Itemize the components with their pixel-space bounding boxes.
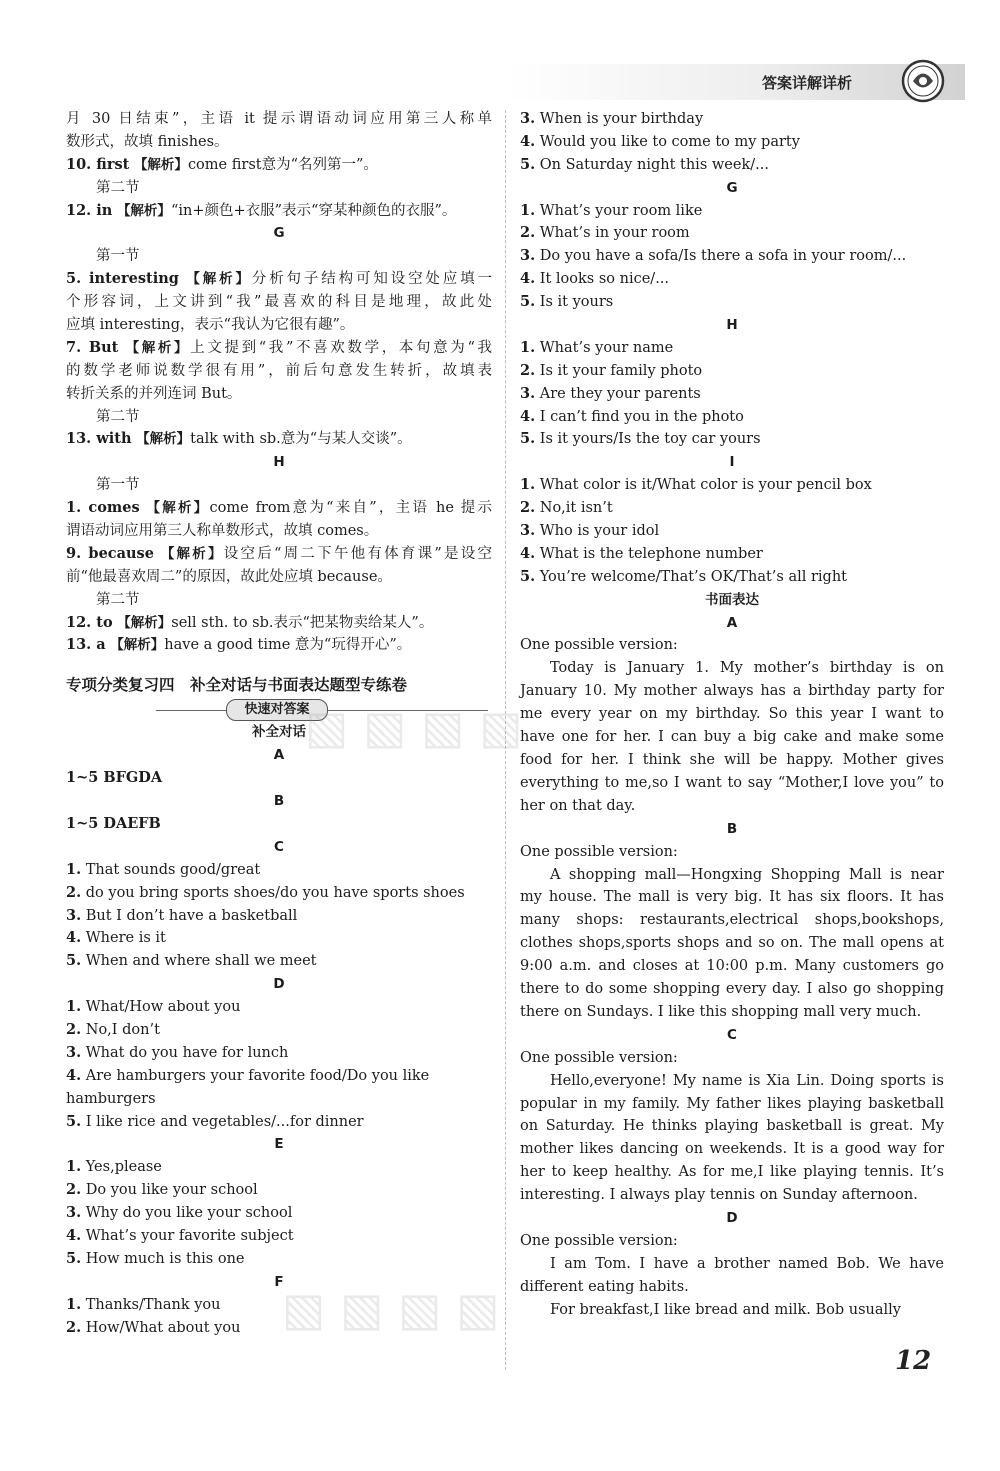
list-item: 1. What’s your name — [520, 338, 674, 356]
text-line: 转折关系的并列连词 But。 — [66, 385, 242, 402]
list-item: 2. Is it your family photo — [520, 361, 703, 379]
group-heading: C — [274, 838, 284, 855]
list-item: 4. Would you like to come to my party — [520, 132, 800, 150]
answer-q13b — [66, 634, 492, 657]
analysis-text: talk with sb.意为“与某人交谈”。 — [190, 431, 412, 448]
answer-q1 — [66, 497, 492, 520]
list-item: 5. Is it yours — [520, 293, 614, 311]
analysis-text: sell sth. to sb.表示“把某物卖给某人”。 — [171, 614, 434, 631]
list-item: 5. Is it yours/Is the toy car yours — [520, 430, 761, 448]
analysis-text: 分析句子结构可知设空处应填一 — [251, 271, 492, 288]
answer-q10 — [66, 154, 492, 177]
page-number: 12 — [895, 1346, 932, 1376]
group-heading: E — [274, 1136, 284, 1153]
answer-number: 10. first — [66, 155, 130, 173]
answer-number: 13. a — [66, 636, 106, 654]
answer-key-b: 1~5 DAEFB — [66, 814, 161, 832]
watermark-icon: ▧ ▧ ▧ ▧ — [305, 700, 523, 754]
list-item: 4. Are hamburgers your favorite food/Do you like — [66, 1066, 430, 1084]
answer-number: 5. interesting — [66, 270, 179, 288]
list-item: 5. How much is this one — [66, 1249, 245, 1267]
list-item: 5. When and where shall we meet — [66, 952, 317, 970]
list-item: 1. What color is it/What color is your pencil box — [520, 476, 872, 494]
list-item: 2. Do you like your school — [66, 1181, 258, 1199]
essay-d-cont: For breakfast,I like bread and milk. Bob usually — [550, 1301, 901, 1318]
text-line: 应填 interesting，表示“我认为它很有趣”。 — [66, 317, 355, 334]
list-item: 2. What’s in your room — [520, 224, 690, 242]
answer-number: 12. in — [66, 201, 113, 219]
watermark-icon: ▧ ▧ ▧ ▧ — [282, 1282, 500, 1336]
list-item: 4. I can’t find you in the photo — [520, 407, 744, 425]
version-label: One possible version: — [520, 1049, 678, 1066]
list-item: 4. What is the telephone number — [520, 544, 763, 562]
text-line: 谓语动词应用第三人称单数形式，故填 comes。 — [66, 523, 379, 540]
group-heading: H — [726, 317, 738, 334]
section-title: 专项分类复习四 补全对话与书面表达题型专练卷 — [66, 676, 408, 695]
list-item-cont: hamburgers — [66, 1090, 156, 1107]
analysis-tag: 【解析】 — [117, 614, 172, 631]
group-heading: G — [726, 179, 738, 196]
analysis-text: come from意为“来自”，主语 he 提示 — [209, 500, 492, 517]
text-line: 个形容词，上文讲到“我”最喜欢的科目是地理，故此处 — [66, 294, 492, 311]
essay-b: A shopping mall—Hongxing Shopping Mall is near my house. The mall is very big. It has six floors. It has many shops: restaurants,electrical shops,bookshops, clothes shops,sports shops and so on. The mall opens at 9:00 a.m. and closes at 10:00 p.m. Many customers go there to do some shopping every day. I also go shopping there on Sundays. I like this shopping mall very much. — [520, 866, 944, 1020]
analysis-tag: 【解析】 — [133, 156, 188, 173]
answer-q5 — [66, 268, 492, 291]
section-label: 第二节 — [96, 179, 140, 196]
essay-c: Hello,everyone! My name is Xia Lin. Doing sports is popular in my family. My father likes playing basketball on Saturday. He thinks playing basketball is great. My mother likes dancing on weekends. It is a good way for her to keep healthy. As for me,I like playing tennis. It’s interesting. I always play tennis on Sunday afternoon. — [520, 1072, 944, 1204]
list-item: 2. do you bring sports shoes/do you have sports shoes — [66, 883, 465, 901]
list-item: 3. What do you have for lunch — [66, 1043, 289, 1061]
group-heading: C — [727, 1026, 737, 1043]
group-heading: F — [274, 1273, 284, 1290]
section-label: 第一节 — [96, 248, 140, 265]
list-item: 2. How/What about you — [66, 1318, 241, 1336]
list-item: 1. Thanks/Thank you — [66, 1295, 221, 1313]
group-heading: B — [273, 793, 285, 810]
answer-number: 13. with — [66, 430, 132, 448]
right-column — [520, 108, 944, 1322]
answer-number: 12. to — [66, 613, 113, 631]
text-line: 前“他最喜欢周二”的原因，故此处应填 because。 — [66, 568, 392, 585]
list-item: 3. Why do you like your school — [66, 1204, 293, 1222]
version-label: One possible version: — [520, 843, 678, 860]
list-item: 5. On Saturday night this week/... — [520, 155, 769, 173]
version-label: One possible version: — [520, 1232, 678, 1249]
list-item: 3. Do you have a sofa/Is there a sofa in your room/... — [520, 247, 907, 265]
group-heading: A — [726, 614, 738, 631]
list-item: 2. No,I don’t — [66, 1020, 160, 1038]
analysis-text: come first意为“名列第一”。 — [187, 156, 378, 173]
list-item: 3. Who is your idol — [520, 522, 660, 540]
answer-number: 9. because — [66, 544, 154, 562]
analysis-tag: 【解析】 — [110, 637, 165, 654]
version-label: One possible version: — [520, 637, 678, 654]
answer-q12 — [66, 200, 492, 223]
answer-number: 7. But — [66, 338, 119, 356]
text-line: 月 30 日结束”，主语 it 提示谓语动词应用第三人称单 — [66, 111, 492, 127]
analysis-tag: 【解析】 — [116, 202, 171, 219]
answer-q7 — [66, 337, 492, 360]
answer-q13 — [66, 428, 492, 451]
group-heading: I — [729, 454, 735, 471]
column-divider — [505, 110, 506, 1370]
writing-heading: 书面表达 — [705, 591, 759, 608]
analysis-text: “in+颜色+衣服”表示“穿某种颜色的衣服”。 — [170, 202, 457, 219]
essay-d: I am Tom. I have a brother named Bob. We have different eating habits. — [520, 1255, 944, 1295]
list-item: 3. But I don’t have a basketball — [66, 906, 298, 924]
quick-answer-banner — [66, 699, 492, 721]
group-heading: D — [273, 976, 285, 993]
answer-key-a: 1~5 BFGDA — [66, 769, 163, 787]
list-item: 1. What/How about you — [66, 998, 241, 1016]
answer-q9 — [66, 543, 492, 566]
list-item: 5. I like rice and vegetables/...for dinner — [66, 1112, 364, 1130]
header-band — [505, 64, 965, 100]
list-item: 3. Are they your parents — [520, 384, 701, 402]
analysis-tag: 【解析】 — [160, 545, 224, 562]
answer-number: 1. comes — [66, 499, 140, 517]
section-label: 第二节 — [96, 408, 140, 425]
analysis-text: 设空后“周二下午他有体育课”是设空 — [223, 545, 492, 562]
analysis-text: have a good time 意为“玩得开心”。 — [164, 637, 412, 654]
group-heading: D — [726, 1210, 738, 1227]
section-label: 第一节 — [96, 477, 140, 494]
list-item: 4. Where is it — [66, 929, 166, 947]
answer-q12b — [66, 612, 492, 635]
quick-answer-label: 快速对答案 — [226, 699, 328, 721]
analysis-text: 上文提到“我”不喜欢数学，本句意为“我 — [190, 339, 492, 356]
publisher-logo-icon — [900, 58, 946, 104]
text-line: 数形式，故填 finishes。 — [66, 133, 229, 150]
group-heading: B — [726, 820, 738, 837]
left-column — [66, 108, 492, 1339]
group-heading: G — [273, 225, 285, 242]
banner-rule — [156, 710, 226, 711]
essay-a: Today is January 1. My mother’s birthday is on January 10. My mother always has a birthday party for me every year on my birthday. So this year I want to have one for her. I can buy a big cake and make some food for her. I think she will be happy. Mother gives everything to me,so I want to say “Mother,I love you” to her on that day. — [520, 660, 944, 814]
group-heading: A — [273, 747, 285, 764]
group-heading: H — [273, 454, 285, 471]
list-item: 4. What’s your favorite subject — [66, 1226, 294, 1244]
list-item: 1. What’s your room like — [520, 201, 703, 219]
analysis-tag: 【解析】 — [125, 339, 191, 356]
list-item: 2. No,it isn’t — [520, 499, 613, 517]
list-item: 1. Yes,please — [66, 1158, 162, 1176]
analysis-tag: 【解析】 — [136, 431, 191, 448]
analysis-tag: 【解析】 — [186, 271, 252, 288]
analysis-tag: 【解析】 — [146, 500, 210, 517]
header-title: 答案详解详析 — [762, 74, 853, 92]
text-line: 的数学老师说数学很有用”，前后句意发生转折，故填表 — [66, 362, 492, 379]
section-label: 第二节 — [96, 591, 140, 608]
list-item: 5. You’re welcome/That’s OK/That’s all right — [520, 567, 847, 585]
list-item: 3. When is your birthday — [520, 110, 704, 127]
banner-rule — [328, 710, 488, 711]
list-item: 1. That sounds good/great — [66, 860, 261, 878]
list-item: 4. It looks so nice/... — [520, 270, 670, 288]
dialog-heading: 补全对话 — [252, 724, 306, 741]
